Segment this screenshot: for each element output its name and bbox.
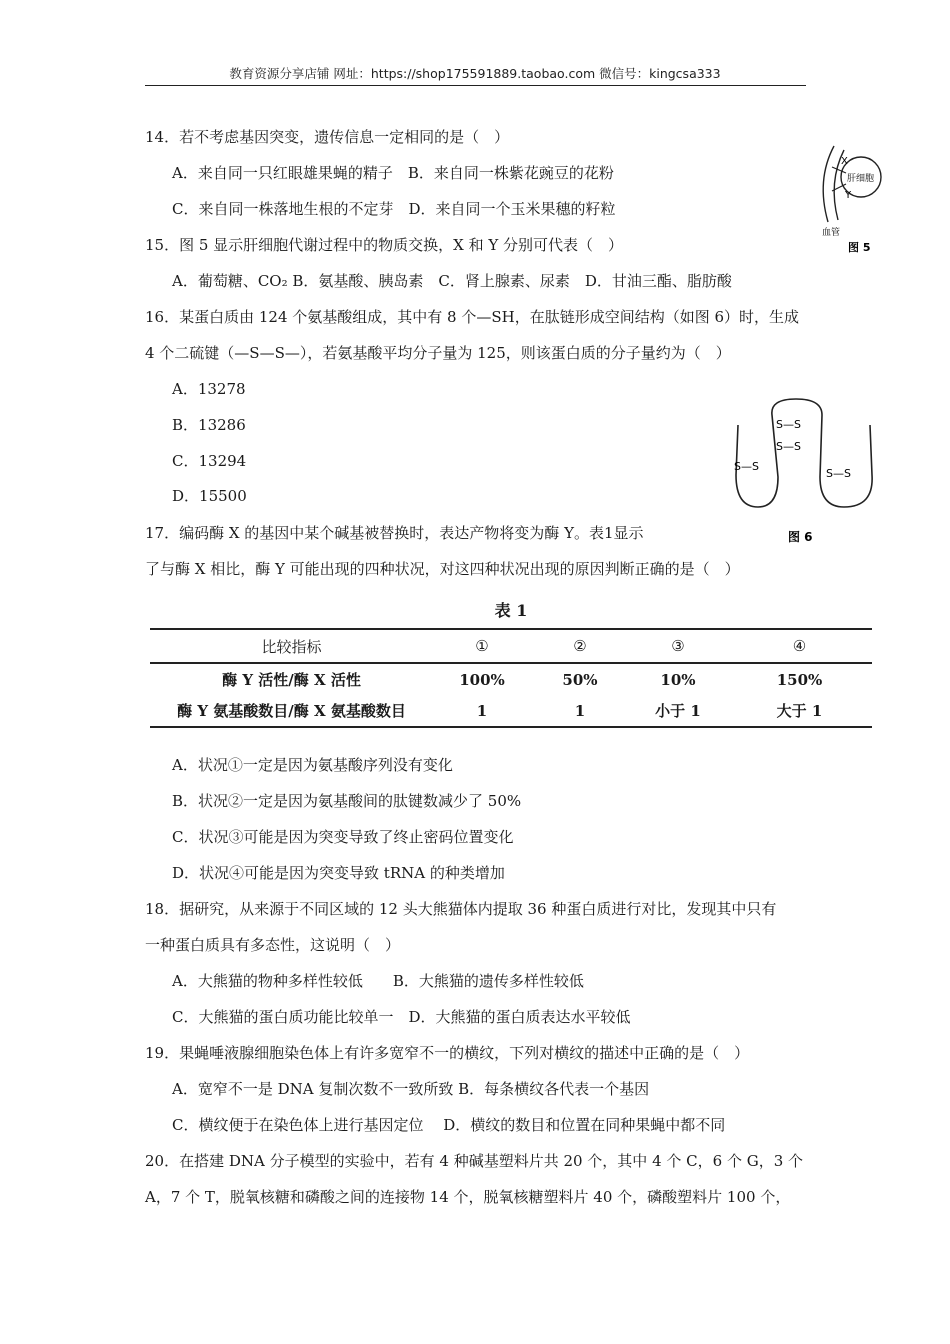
table-cell: 小于 1 [629, 695, 727, 727]
disulfide-bond-2: S—S [776, 440, 801, 453]
q16-option-b: B．13286 [172, 416, 246, 434]
disulfide-bond-4: S—S [826, 467, 851, 480]
q14-options-cd: C．来自同一株落地生根的不定芽 D．来自同一个玉米果穗的籽粒 [172, 200, 616, 218]
table-cell: 1 [531, 695, 629, 727]
table-cell: 1 [433, 695, 531, 727]
q17-stem-line2: 了与酶 X 相比，酶 Y 可能出现的四种状况，对这四种状况出现的原因判断正确的是（ ） [145, 560, 740, 578]
q17-option-c: C．状况③可能是因为突变导致了终止密码位置变化 [172, 828, 514, 846]
table-row [150, 695, 872, 727]
q17-option-b: B．状况②一定是因为氨基酸间的肽键数减少了 50% [172, 792, 522, 810]
q18-options-ab: A．大熊猫的物种多样性较低 B．大熊猫的遗传多样性较低 [172, 972, 584, 990]
table-cell: 酶 Y 活性/酶 X 活性 [222, 671, 361, 689]
disulfide-bond-1: S—S [776, 418, 801, 431]
figure-5-caption: 图 5 [848, 241, 871, 254]
q16-option-a: A．13278 [172, 380, 246, 398]
table-1-title: 表 1 [494, 601, 528, 620]
page-header: 教育资源分享店铺 网址：https://shop175591889.taobao.com 微信号：kingcsa333 [229, 66, 721, 81]
label-liver-cell: 肝细胞 [847, 174, 875, 184]
table-header-cell: ③ [629, 629, 727, 663]
table-1 [150, 628, 872, 728]
q20-stem-line2: A，7 个 T，脱氧核糖和磷酸之间的连接物 14 个，脱氧核糖塑料片 40 个，磷酸塑料片 100 个， [145, 1188, 791, 1206]
table-header-cell: 比较指标 [150, 629, 433, 663]
table-cell: 大于 1 [727, 695, 872, 727]
q16-option-c: C．13294 [172, 452, 247, 470]
label-vessel: 血管 [822, 228, 841, 238]
q18-stem-line2: 一种蛋白质具有多态性，这说明（ ） [145, 936, 401, 954]
vessel-wall-outer [823, 146, 834, 222]
q16-stem-line2: 4 个二硫键（—S—S—），若氨基酸平均分子量为 125，则该蛋白质的分子量约为（ ） [145, 344, 731, 362]
q19-stem: 19．果蝇唾液腺细胞染色体上有许多宽窄不一的横纹，下列对横纹的描述中正确的是（ ） [145, 1044, 750, 1062]
figure-6-caption: 图 6 [788, 530, 813, 544]
figure-6 [726, 395, 886, 547]
table-row [150, 663, 872, 695]
q18-stem-line1: 18．据研究，从来源于不同区域的 12 头大熊猫体内提取 36 种蛋白质进行对比，发现其中只有 [145, 900, 777, 918]
q14-options-ab: A．来自同一只红眼雄果蝇的精子 B．来自同一株紫花豌豆的花粉 [172, 164, 614, 182]
q19-options-cd: C．横纹便于在染色体上进行基因定位 D．横纹的数目和位置在同种果蝇中都不同 [172, 1116, 726, 1134]
header-rule [145, 85, 806, 86]
table-cell: 150% [776, 670, 823, 689]
q19-options-ab: A．宽窄不一是 DNA 复制次数不一致所致 B．每条横纹各代表一个基因 [172, 1080, 650, 1098]
table-cell: 50% [562, 670, 598, 689]
label-x: X [841, 156, 848, 167]
q17-option-d: D．状况④可能是因为突变导致 tRNA 的种类增加 [172, 864, 505, 882]
table-cell: 10% [660, 670, 696, 689]
q15-stem: 15．图 5 显示肝细胞代谢过程中的物质交换，X 和 Y 分别可代表（ ） [145, 236, 624, 254]
figure-5 [812, 140, 888, 258]
label-y: Y [845, 190, 852, 201]
table-cell: 100% [459, 670, 505, 689]
q14-stem: 14．若不考虑基因突变，遗传信息一定相同的是（ ） [145, 128, 510, 146]
q17-stem-line1: 17．编码酶 X 的基因中某个碱基被替换时，表达产物将变为酶 Y。表1显示 [145, 524, 644, 542]
table-header-cell: ④ [727, 629, 872, 663]
table-cell: 酶 Y 氨基酸数目/酶 X 氨基酸数目 [150, 695, 433, 727]
q20-stem-line1: 20．在搭建 DNA 分子模型的实验中，若有 4 种碱基塑料片共 20 个，其中 4 个 C，6 个 G，3 个 [145, 1152, 804, 1170]
q17-option-a: A．状况①一定是因为氨基酸序列没有变化 [172, 756, 453, 774]
disulfide-bond-3: S—S [734, 460, 759, 473]
table-header-row [150, 629, 872, 663]
peptide-chain [736, 399, 872, 507]
q18-options-cd: C．大熊猫的蛋白质功能比较单一 D．大熊猫的蛋白质表达水平较低 [172, 1008, 631, 1026]
table-header-cell: ① [433, 629, 531, 663]
q16-option-d: D．15500 [172, 487, 247, 505]
table-header-cell: ② [531, 629, 629, 663]
q15-options: A．葡萄糖、CO₂ B．氨基酸、胰岛素 C．肾上腺素、尿素 D．甘油三酯、脂肪酸 [172, 272, 732, 290]
q16-stem-line1: 16．某蛋白质由 124 个氨基酸组成，其中有 8 个—SH，在肽链形成空间结构（如图 6）时，生成 [145, 308, 800, 326]
